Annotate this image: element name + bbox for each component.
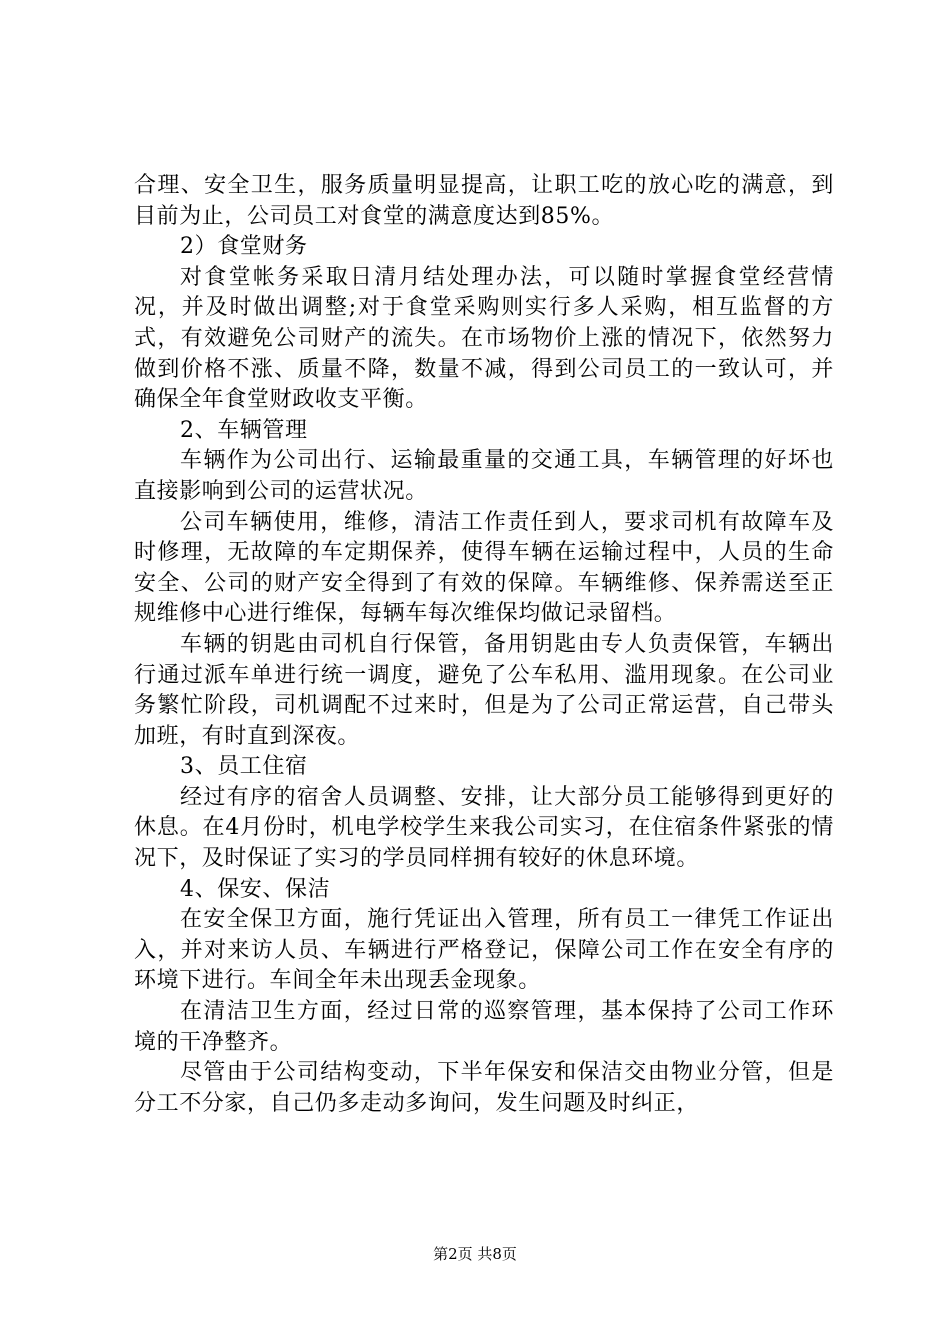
- paragraph-property-handover: 尽管由于公司结构变动，下半年保安和保洁交由物业分管，但是分工不分家，自己仍多走动多询问，发生问题及时纠正，: [134, 1060, 834, 1116]
- paragraph-canteen-finance: 对食堂帐务采取日清月结处理办法，可以随时掌握食堂经营情况，并及时做出调整;对于食堂采购则实行多人采购，相互监督的方式，有效避免公司财产的流失。在市场物价上涨的情况下，依然努力做到价格不涨、质量不降，数量不减，得到公司员工的一致认可，并确保全年食堂财政收支平衡。: [134, 264, 834, 413]
- paragraph-vehicle-keys: 车辆的钥匙由司机自行保管，备用钥匙由专人负责保管，车辆出行通过派车单进行统一调度，避免了公车私用、滥用现象。在公司业务繁忙阶段，司机调配不过来时，但是为了公司正常运营，自己带头加班，有时直到深夜。: [134, 631, 834, 749]
- heading-vehicle-management: 2、车辆管理: [180, 417, 308, 443]
- heading-staff-housing: 3、员工住宿: [180, 754, 308, 780]
- paragraph-staff-housing: 经过有序的宿舍人员调整、安排，让大部分员工能够得到更好的休息。在4月份时，机电学校学生来我公司实习，在住宿条件紧张的情况下，及时保证了实习的学员同样拥有较好的休息环境。: [134, 784, 834, 872]
- paragraph-vehicle-intro: 车辆作为公司出行、运输最重量的交通工具，车辆管理的好坏也直接影响到公司的运营状况。: [134, 448, 834, 504]
- paragraph-canteen-satisfaction: 合理、安全卫生，服务质量明显提高，让职工吃的放心吃的满意，到目前为止，公司员工对食堂的满意度达到85%。: [134, 173, 834, 229]
- heading-security-cleaning: 4、保安、保洁: [180, 876, 331, 902]
- paragraph-vehicle-maintenance: 公司车辆使用，维修，清洁工作责任到人，要求司机有故障车及时修理，无故障的车定期保养，使得车辆在运输过程中，人员的生命安全、公司的财产安全得到了有效的保障。车辆维修、保养需送至正规维修中心进行维保，每辆车每次维保均做记录留档。: [134, 509, 834, 627]
- page-footer: 第2页 共8页: [433, 1245, 517, 1263]
- paragraph-security: 在安全保卫方面，施行凭证出入管理，所有员工一律凭工作证出入，并对来访人员、车辆进行严格登记，保障公司工作在安全有序的环境下进行。车间全年未出现丢金现象。: [134, 907, 834, 994]
- paragraph-cleaning: 在清洁卫生方面，经过日常的巡察管理，基本保持了公司工作环境的干净整齐。: [134, 999, 834, 1055]
- document-body: [134, 171, 834, 1119]
- subheading-canteen-finance: 2）食堂财务: [180, 234, 308, 260]
